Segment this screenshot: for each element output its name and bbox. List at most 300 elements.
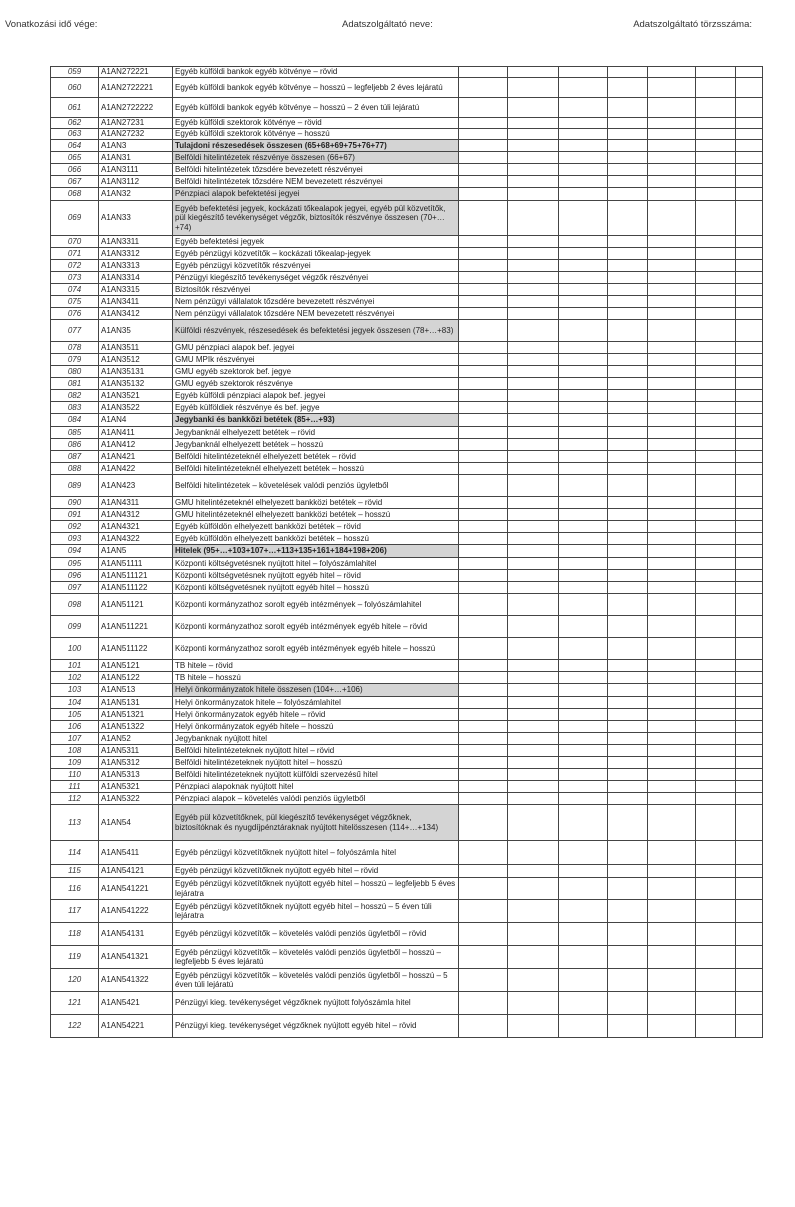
value-cell[interactable] — [696, 118, 736, 129]
value-cell[interactable] — [508, 660, 559, 672]
value-cell[interactable] — [648, 923, 696, 946]
value-cell[interactable] — [736, 781, 763, 793]
value-cell[interactable] — [648, 878, 696, 900]
value-cell[interactable] — [608, 672, 648, 684]
value-cell[interactable] — [736, 660, 763, 672]
value-cell[interactable] — [508, 118, 559, 129]
value-cell[interactable] — [508, 745, 559, 757]
value-cell[interactable] — [508, 296, 559, 308]
value-cell[interactable] — [608, 475, 648, 497]
value-cell[interactable] — [459, 129, 508, 140]
value-cell[interactable] — [696, 946, 736, 969]
value-cell[interactable] — [508, 721, 559, 733]
value-cell[interactable] — [459, 684, 508, 697]
value-cell[interactable] — [648, 570, 696, 582]
value-cell[interactable] — [508, 757, 559, 769]
value-cell[interactable] — [648, 284, 696, 296]
value-cell[interactable] — [736, 152, 763, 164]
value-cell[interactable] — [459, 616, 508, 638]
value-cell[interactable] — [648, 805, 696, 841]
value-cell[interactable] — [736, 969, 763, 992]
value-cell[interactable] — [736, 923, 763, 946]
value-cell[interactable] — [648, 521, 696, 533]
value-cell[interactable] — [696, 969, 736, 992]
value-cell[interactable] — [508, 594, 559, 616]
value-cell[interactable] — [696, 769, 736, 781]
value-cell[interactable] — [559, 260, 608, 272]
value-cell[interactable] — [736, 402, 763, 414]
value-cell[interactable] — [648, 427, 696, 439]
value-cell[interactable] — [736, 757, 763, 769]
value-cell[interactable] — [648, 992, 696, 1015]
value-cell[interactable] — [559, 509, 608, 521]
value-cell[interactable] — [459, 923, 508, 946]
value-cell[interactable] — [508, 402, 559, 414]
value-cell[interactable] — [736, 390, 763, 402]
value-cell[interactable] — [736, 582, 763, 594]
value-cell[interactable] — [459, 320, 508, 342]
value-cell[interactable] — [648, 98, 696, 118]
value-cell[interactable] — [696, 475, 736, 497]
value-cell[interactable] — [696, 594, 736, 616]
value-cell[interactable] — [648, 497, 696, 509]
value-cell[interactable] — [459, 521, 508, 533]
value-cell[interactable] — [696, 248, 736, 260]
value-cell[interactable] — [608, 176, 648, 188]
value-cell[interactable] — [608, 354, 648, 366]
value-cell[interactable] — [696, 1015, 736, 1038]
value-cell[interactable] — [736, 733, 763, 745]
value-cell[interactable] — [736, 78, 763, 98]
value-cell[interactable] — [736, 533, 763, 545]
value-cell[interactable] — [608, 616, 648, 638]
value-cell[interactable] — [736, 164, 763, 176]
value-cell[interactable] — [459, 721, 508, 733]
value-cell[interactable] — [608, 733, 648, 745]
value-cell[interactable] — [559, 439, 608, 451]
value-cell[interactable] — [559, 188, 608, 201]
value-cell[interactable] — [696, 558, 736, 570]
value-cell[interactable] — [648, 733, 696, 745]
value-cell[interactable] — [459, 709, 508, 721]
value-cell[interactable] — [648, 378, 696, 390]
value-cell[interactable] — [736, 296, 763, 308]
value-cell[interactable] — [508, 497, 559, 509]
value-cell[interactable] — [508, 188, 559, 201]
value-cell[interactable] — [648, 272, 696, 284]
value-cell[interactable] — [559, 176, 608, 188]
value-cell[interactable] — [559, 757, 608, 769]
value-cell[interactable] — [508, 769, 559, 781]
value-cell[interactable] — [696, 451, 736, 463]
value-cell[interactable] — [608, 390, 648, 402]
value-cell[interactable] — [559, 129, 608, 140]
value-cell[interactable] — [648, 900, 696, 923]
value-cell[interactable] — [736, 793, 763, 805]
value-cell[interactable] — [608, 320, 648, 342]
value-cell[interactable] — [508, 260, 559, 272]
value-cell[interactable] — [508, 638, 559, 660]
value-cell[interactable] — [648, 402, 696, 414]
value-cell[interactable] — [508, 308, 559, 320]
value-cell[interactable] — [459, 296, 508, 308]
value-cell[interactable] — [696, 900, 736, 923]
value-cell[interactable] — [559, 463, 608, 475]
value-cell[interactable] — [459, 781, 508, 793]
value-cell[interactable] — [696, 793, 736, 805]
value-cell[interactable] — [736, 992, 763, 1015]
value-cell[interactable] — [459, 946, 508, 969]
value-cell[interactable] — [696, 721, 736, 733]
value-cell[interactable] — [508, 284, 559, 296]
value-cell[interactable] — [559, 672, 608, 684]
value-cell[interactable] — [459, 201, 508, 236]
value-cell[interactable] — [696, 152, 736, 164]
value-cell[interactable] — [648, 188, 696, 201]
value-cell[interactable] — [559, 296, 608, 308]
value-cell[interactable] — [508, 354, 559, 366]
value-cell[interactable] — [459, 841, 508, 865]
value-cell[interactable] — [608, 865, 648, 878]
value-cell[interactable] — [648, 745, 696, 757]
value-cell[interactable] — [508, 841, 559, 865]
value-cell[interactable] — [459, 900, 508, 923]
value-cell[interactable] — [648, 248, 696, 260]
value-cell[interactable] — [736, 709, 763, 721]
value-cell[interactable] — [559, 414, 608, 427]
value-cell[interactable] — [559, 378, 608, 390]
value-cell[interactable] — [736, 236, 763, 248]
value-cell[interactable] — [559, 865, 608, 878]
value-cell[interactable] — [736, 414, 763, 427]
value-cell[interactable] — [508, 164, 559, 176]
value-cell[interactable] — [508, 878, 559, 900]
value-cell[interactable] — [459, 992, 508, 1015]
value-cell[interactable] — [696, 841, 736, 865]
value-cell[interactable] — [696, 865, 736, 878]
value-cell[interactable] — [508, 672, 559, 684]
value-cell[interactable] — [696, 188, 736, 201]
value-cell[interactable] — [648, 509, 696, 521]
value-cell[interactable] — [696, 140, 736, 152]
value-cell[interactable] — [608, 402, 648, 414]
value-cell[interactable] — [736, 201, 763, 236]
value-cell[interactable] — [736, 354, 763, 366]
value-cell[interactable] — [648, 366, 696, 378]
value-cell[interactable] — [736, 570, 763, 582]
value-cell[interactable] — [696, 582, 736, 594]
value-cell[interactable] — [608, 67, 648, 78]
value-cell[interactable] — [559, 969, 608, 992]
value-cell[interactable] — [648, 201, 696, 236]
value-cell[interactable] — [648, 152, 696, 164]
value-cell[interactable] — [559, 992, 608, 1015]
value-cell[interactable] — [648, 769, 696, 781]
value-cell[interactable] — [736, 98, 763, 118]
value-cell[interactable] — [459, 272, 508, 284]
value-cell[interactable] — [648, 78, 696, 98]
value-cell[interactable] — [696, 378, 736, 390]
value-cell[interactable] — [508, 900, 559, 923]
value-cell[interactable] — [608, 781, 648, 793]
value-cell[interactable] — [736, 865, 763, 878]
value-cell[interactable] — [508, 390, 559, 402]
value-cell[interactable] — [508, 805, 559, 841]
value-cell[interactable] — [648, 164, 696, 176]
value-cell[interactable] — [648, 946, 696, 969]
value-cell[interactable] — [459, 509, 508, 521]
value-cell[interactable] — [559, 745, 608, 757]
value-cell[interactable] — [736, 697, 763, 709]
value-cell[interactable] — [648, 176, 696, 188]
value-cell[interactable] — [736, 188, 763, 201]
value-cell[interactable] — [559, 769, 608, 781]
value-cell[interactable] — [559, 451, 608, 463]
value-cell[interactable] — [508, 992, 559, 1015]
value-cell[interactable] — [559, 342, 608, 354]
value-cell[interactable] — [648, 781, 696, 793]
value-cell[interactable] — [459, 805, 508, 841]
value-cell[interactable] — [559, 201, 608, 236]
value-cell[interactable] — [736, 805, 763, 841]
value-cell[interactable] — [559, 946, 608, 969]
value-cell[interactable] — [608, 709, 648, 721]
value-cell[interactable] — [736, 638, 763, 660]
value-cell[interactable] — [608, 236, 648, 248]
value-cell[interactable] — [508, 793, 559, 805]
value-cell[interactable] — [608, 188, 648, 201]
value-cell[interactable] — [648, 558, 696, 570]
value-cell[interactable] — [736, 521, 763, 533]
value-cell[interactable] — [648, 533, 696, 545]
value-cell[interactable] — [736, 260, 763, 272]
value-cell[interactable] — [608, 140, 648, 152]
value-cell[interactable] — [559, 616, 608, 638]
value-cell[interactable] — [559, 805, 608, 841]
value-cell[interactable] — [696, 414, 736, 427]
value-cell[interactable] — [736, 67, 763, 78]
value-cell[interactable] — [508, 152, 559, 164]
value-cell[interactable] — [608, 923, 648, 946]
value-cell[interactable] — [559, 284, 608, 296]
value-cell[interactable] — [459, 342, 508, 354]
value-cell[interactable] — [559, 475, 608, 497]
value-cell[interactable] — [559, 427, 608, 439]
value-cell[interactable] — [696, 67, 736, 78]
value-cell[interactable] — [736, 672, 763, 684]
value-cell[interactable] — [459, 769, 508, 781]
value-cell[interactable] — [508, 78, 559, 98]
value-cell[interactable] — [648, 320, 696, 342]
value-cell[interactable] — [696, 509, 736, 521]
value-cell[interactable] — [459, 152, 508, 164]
value-cell[interactable] — [648, 140, 696, 152]
value-cell[interactable] — [459, 969, 508, 992]
value-cell[interactable] — [648, 757, 696, 769]
value-cell[interactable] — [608, 451, 648, 463]
value-cell[interactable] — [559, 118, 608, 129]
value-cell[interactable] — [459, 451, 508, 463]
value-cell[interactable] — [459, 67, 508, 78]
value-cell[interactable] — [696, 533, 736, 545]
value-cell[interactable] — [736, 1015, 763, 1038]
value-cell[interactable] — [559, 558, 608, 570]
value-cell[interactable] — [459, 260, 508, 272]
value-cell[interactable] — [508, 140, 559, 152]
value-cell[interactable] — [648, 969, 696, 992]
value-cell[interactable] — [508, 320, 559, 342]
value-cell[interactable] — [559, 533, 608, 545]
value-cell[interactable] — [736, 878, 763, 900]
value-cell[interactable] — [608, 900, 648, 923]
value-cell[interactable] — [508, 865, 559, 878]
value-cell[interactable] — [696, 660, 736, 672]
value-cell[interactable] — [608, 582, 648, 594]
value-cell[interactable] — [559, 660, 608, 672]
value-cell[interactable] — [459, 414, 508, 427]
value-cell[interactable] — [559, 1015, 608, 1038]
value-cell[interactable] — [559, 98, 608, 118]
value-cell[interactable] — [696, 366, 736, 378]
value-cell[interactable] — [608, 841, 648, 865]
value-cell[interactable] — [696, 78, 736, 98]
value-cell[interactable] — [459, 427, 508, 439]
value-cell[interactable] — [559, 78, 608, 98]
value-cell[interactable] — [696, 570, 736, 582]
value-cell[interactable] — [736, 176, 763, 188]
value-cell[interactable] — [508, 236, 559, 248]
value-cell[interactable] — [736, 745, 763, 757]
value-cell[interactable] — [508, 272, 559, 284]
value-cell[interactable] — [648, 236, 696, 248]
value-cell[interactable] — [459, 733, 508, 745]
value-cell[interactable] — [736, 320, 763, 342]
value-cell[interactable] — [696, 923, 736, 946]
value-cell[interactable] — [736, 140, 763, 152]
value-cell[interactable] — [459, 594, 508, 616]
value-cell[interactable] — [696, 684, 736, 697]
value-cell[interactable] — [648, 594, 696, 616]
value-cell[interactable] — [608, 1015, 648, 1038]
value-cell[interactable] — [559, 236, 608, 248]
value-cell[interactable] — [736, 616, 763, 638]
value-cell[interactable] — [459, 354, 508, 366]
value-cell[interactable] — [648, 660, 696, 672]
value-cell[interactable] — [459, 757, 508, 769]
value-cell[interactable] — [696, 439, 736, 451]
value-cell[interactable] — [696, 709, 736, 721]
value-cell[interactable] — [459, 118, 508, 129]
value-cell[interactable] — [736, 545, 763, 558]
value-cell[interactable] — [736, 272, 763, 284]
value-cell[interactable] — [508, 509, 559, 521]
value-cell[interactable] — [508, 176, 559, 188]
value-cell[interactable] — [696, 164, 736, 176]
value-cell[interactable] — [736, 118, 763, 129]
value-cell[interactable] — [459, 865, 508, 878]
value-cell[interactable] — [736, 769, 763, 781]
value-cell[interactable] — [648, 1015, 696, 1038]
value-cell[interactable] — [696, 638, 736, 660]
value-cell[interactable] — [696, 878, 736, 900]
value-cell[interactable] — [559, 390, 608, 402]
value-cell[interactable] — [736, 946, 763, 969]
value-cell[interactable] — [736, 497, 763, 509]
value-cell[interactable] — [608, 78, 648, 98]
value-cell[interactable] — [648, 475, 696, 497]
value-cell[interactable] — [508, 414, 559, 427]
value-cell[interactable] — [736, 378, 763, 390]
value-cell[interactable] — [608, 201, 648, 236]
value-cell[interactable] — [608, 521, 648, 533]
value-cell[interactable] — [608, 342, 648, 354]
value-cell[interactable] — [608, 152, 648, 164]
value-cell[interactable] — [608, 745, 648, 757]
value-cell[interactable] — [459, 672, 508, 684]
value-cell[interactable] — [459, 439, 508, 451]
value-cell[interactable] — [608, 878, 648, 900]
value-cell[interactable] — [459, 697, 508, 709]
value-cell[interactable] — [648, 390, 696, 402]
value-cell[interactable] — [508, 67, 559, 78]
value-cell[interactable] — [508, 923, 559, 946]
value-cell[interactable] — [559, 140, 608, 152]
value-cell[interactable] — [648, 129, 696, 140]
value-cell[interactable] — [459, 545, 508, 558]
value-cell[interactable] — [559, 366, 608, 378]
value-cell[interactable] — [508, 378, 559, 390]
value-cell[interactable] — [648, 697, 696, 709]
value-cell[interactable] — [459, 745, 508, 757]
value-cell[interactable] — [696, 616, 736, 638]
value-cell[interactable] — [559, 570, 608, 582]
value-cell[interactable] — [559, 582, 608, 594]
value-cell[interactable] — [736, 451, 763, 463]
value-cell[interactable] — [459, 582, 508, 594]
value-cell[interactable] — [459, 248, 508, 260]
value-cell[interactable] — [559, 594, 608, 616]
value-cell[interactable] — [459, 164, 508, 176]
value-cell[interactable] — [696, 284, 736, 296]
value-cell[interactable] — [559, 308, 608, 320]
value-cell[interactable] — [648, 439, 696, 451]
value-cell[interactable] — [508, 98, 559, 118]
value-cell[interactable] — [608, 248, 648, 260]
value-cell[interactable] — [559, 923, 608, 946]
value-cell[interactable] — [459, 236, 508, 248]
value-cell[interactable] — [736, 427, 763, 439]
value-cell[interactable] — [608, 414, 648, 427]
value-cell[interactable] — [508, 545, 559, 558]
value-cell[interactable] — [459, 378, 508, 390]
value-cell[interactable] — [559, 545, 608, 558]
value-cell[interactable] — [608, 805, 648, 841]
value-cell[interactable] — [608, 533, 648, 545]
value-cell[interactable] — [559, 793, 608, 805]
value-cell[interactable] — [508, 684, 559, 697]
value-cell[interactable] — [459, 475, 508, 497]
value-cell[interactable] — [459, 638, 508, 660]
value-cell[interactable] — [608, 545, 648, 558]
value-cell[interactable] — [736, 594, 763, 616]
value-cell[interactable] — [508, 1015, 559, 1038]
value-cell[interactable] — [559, 354, 608, 366]
value-cell[interactable] — [696, 260, 736, 272]
value-cell[interactable] — [736, 129, 763, 140]
value-cell[interactable] — [459, 188, 508, 201]
value-cell[interactable] — [736, 284, 763, 296]
value-cell[interactable] — [459, 284, 508, 296]
